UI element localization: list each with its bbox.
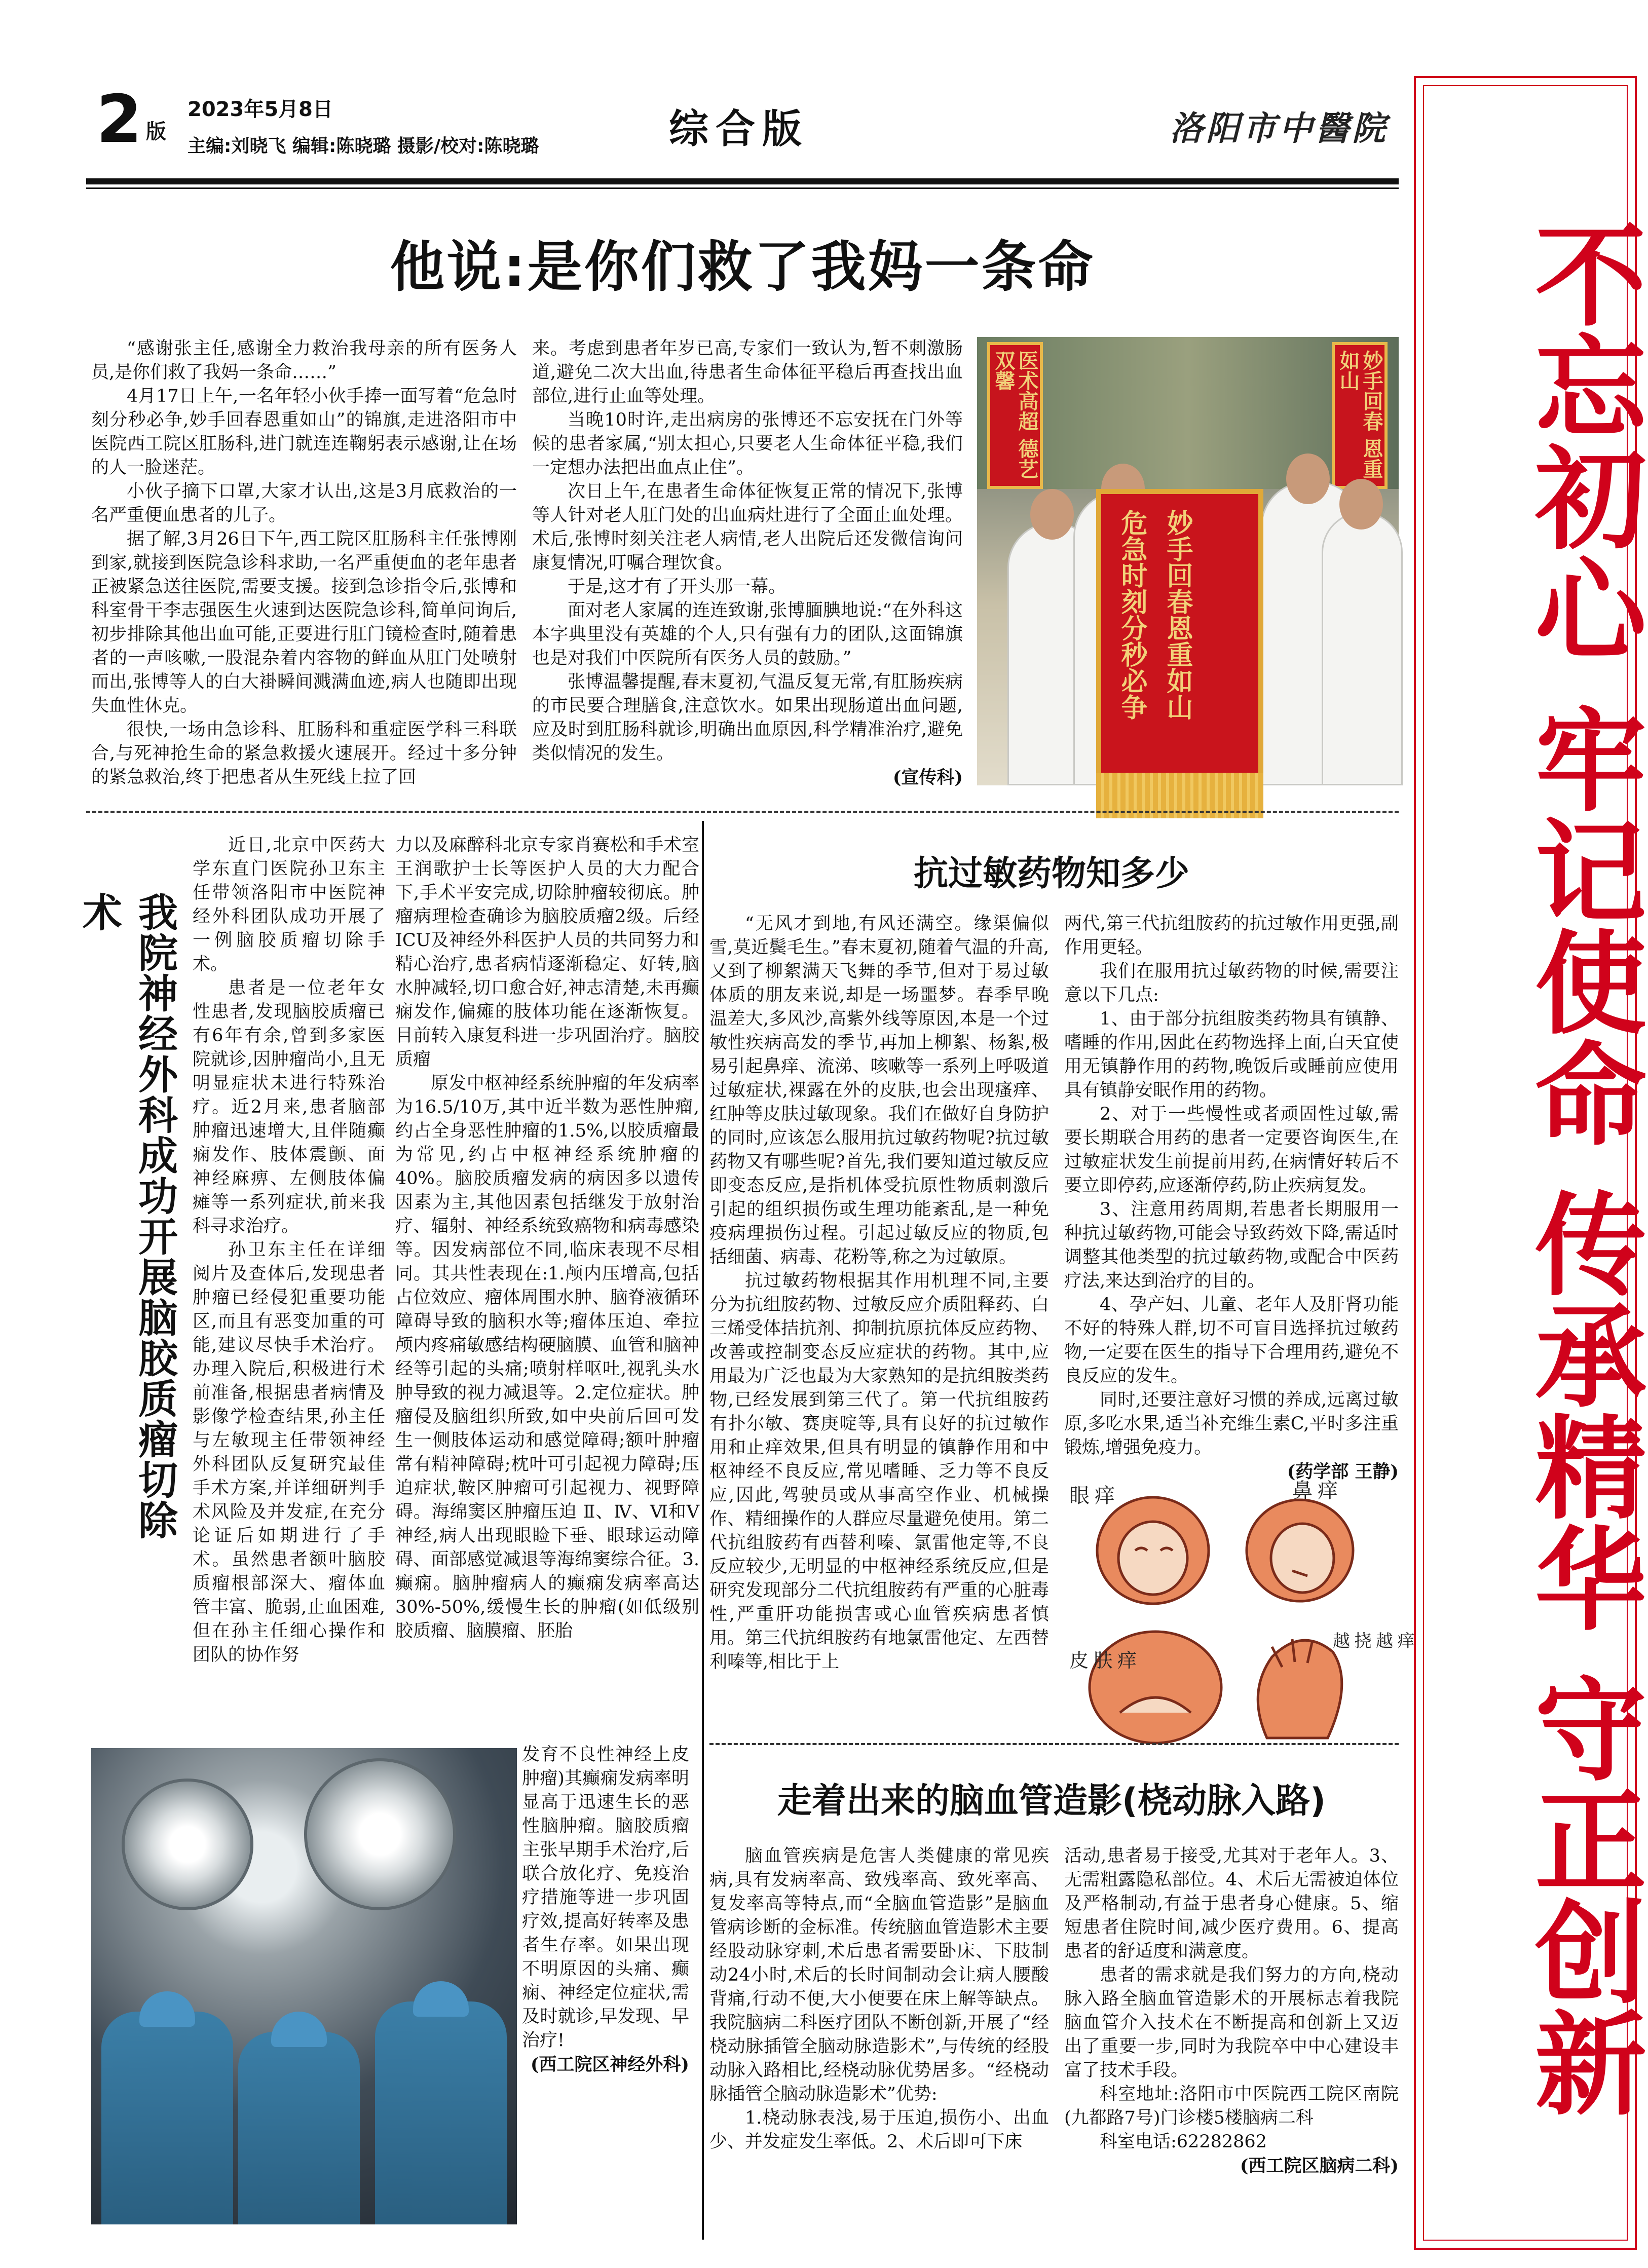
photo-person-head [1339,479,1383,530]
article4-paragraph: 科室电话:62282862 [1100,2132,1267,2152]
photo-wall-banner: 妙手回春 恩重如山 [1332,342,1388,489]
article2-paragraph: 力以及麻醉科北京专家肖赛松和手术室王润歌护士长等医护人员的大力配合下,手术平安完成,切除肿瘤较彻底。肿瘤病理检查确诊为脑胶质瘤2级。后经ICU及神经外科医护人员的共同努力和精心治疗,患者病情逐渐稳定、好转,脑水肿减轻,切口愈合好,神志清楚,未再癫痫发作,偏瘫的肢体功能在逐渐恢复。目前转入康复科进一步巩固治疗。脑胶质瘤 [395,835,699,1070]
article3-paragraph: 3、注意用药周期,若患者长期服用一种抗过敏药物,可能会导致药效下降,需适时调整其他类型的抗过敏药物,或配合中医药疗法,来达到治疗的目的。 [1064,1199,1399,1291]
masthead-rule-thin [86,187,1399,189]
page-number-suffix: 版 [146,120,166,143]
photo-wall-banner: 医术高超 德艺双馨 [987,342,1043,489]
article1-paragraph: “感谢张主任,感谢全力救治我母亲的所有医务人员,是你们救了我妈一条命……” [91,338,517,383]
article1-column-1 [91,337,517,788]
surgeon-cap [413,1981,469,2017]
photo-person [1322,512,1403,785]
article1-paragraph: 据了解,3月26日下午,西工院区肛肠科主任张博刚到家,就接到医院急诊科求助,一名严重便血的老年患者正被紧急送往医院,需要支援。接到急诊指令后,张博和科室骨干李志强医生火速到达医院急诊科,简单问询后,初步排除其他出血可能,正要进行肛门镜检查时,随着患者的一声咳嗽,一股混杂着内容物的鲜血从肛门处喷射而出,张博等人的白大褂瞬间溅满血迹,病人也随即出现失血性休克。 [91,529,517,716]
cartoon-face [1118,1522,1187,1595]
allergy-cartoon [1064,1475,1415,1758]
article1-paragraph: 于是,这才有了开头那一幕。 [568,577,786,597]
cartoon-label-scratch: 越 挠 越 痒 [1333,1632,1415,1651]
column-rule [702,821,704,2240]
article4-column-2 [1064,1844,1399,2250]
edition-title: 综合版 [669,106,809,152]
article4-paragraph: 科室地址:洛阳市中医院西工院区南院(九都路7号)门诊楼5楼脑病二科 [1064,2084,1399,2128]
surgical-lamp [122,1779,253,1910]
slogan-text: 不忘初心 牢记使命 传承精华 守正创新 [1516,217,1647,2118]
article3-column-2 [1064,912,1399,1482]
article3-paragraph: 2、对于一些慢性或者顽固性过敏,需要长期联合用药的患者一定要咨询医生,在过敏症状发生前提前用药,在病情好转后不要立即停药,应逐渐停药,防止疾病复发。 [1064,1104,1399,1196]
article3-byline: (药学部 王静) [1287,1461,1399,1482]
article1-paragraph: 张博温馨提醒,春末夏初,气温反复无常,有肛肠疾病的市民要合理膳食,注意饮水。如果出现肠道出血问题,应及时到肛肠科就诊,明确出血原因,科学精准治疗,避免类似情况的发生。 [532,672,963,764]
article2-surgery-photo [91,1748,517,2224]
cartoon-hair [1090,1632,1221,1743]
cartoon-hair [1258,1640,1342,1738]
article2-paragraph: 原发中枢神经系统肿瘤的年发病率为16.5/10万,其中近半数为恶性肿瘤,约占全身恶性肿瘤的1.5%,以胶质瘤最为常见,约占中枢神经系统肿瘤的40%。脑胶质瘤发病的病因多以遗传因素为主,其他因素包括继发于放射治疗、辐射、神经系统致癌物和病毒感染等。因发病部位不同,临床表现不尽相同。其共性表现在:1.颅内压增高,包括占位效应、瘤体周围水肿、脑脊液循环障碍导致的脑积水等;瘤体压迫、牵拉颅内疼痛敏感结构硬脑膜、血管和脑神经等引起的头痛;喷射样呕吐,视乳头水肿导致的视力减退等。2.定位症状。肿瘤侵及脑组织所致,如中央前后回可发生一侧肢体运动和感觉障碍;额叶肿瘤常有精神障碍;枕叶可引起视力障碍;压迫症状,鞍区肿瘤可引起视力、视野障碍。海绵窦区肿瘤压迫 Ⅱ、Ⅳ、Ⅵ和Ⅴ神经,病人出现眼睑下垂、眼球运动障碍、面部感觉减退等海绵窦综合征。3.癫痫。脑肿瘤病人的癫痫发病率高达30%-50%,缓慢生长的肿瘤(如低级别胶质瘤、脑膜瘤、胚胎 [395,1073,699,1641]
photo-person-head [1030,489,1074,540]
article2-paragraph: 孙卫东主任在详细阅片及查体后,发现患者肿瘤已经侵犯重要功能区,而且有恶变加重的可能,建议尽快手术治疗。办理入院后,积极进行术前准备,根据患者病情及影像学检查结果,孙主任与左敏现主任带领神经外科团队反复研究最佳手术方案,并详细研判手术风险及并发症,在充分论证后如期进行了手术。虽然患者额叶脑胶质瘤根部深大、瘤体血管丰富、脆弱,止血困难,但在孙主任细心操作和团队的协作努 [193,1240,385,1665]
article3-paragraph: 同时,还要注意好习惯的养成,远离过敏原,多吃水果,适当补充维生素C,平时多注重锻炼,增强免疫力。 [1064,1390,1399,1458]
article2-column-3 [522,1743,689,2250]
surgeon-figure [238,2032,360,2224]
article1-title: 他说:是你们救了我妈一条命 [390,236,1095,299]
slogan-sidebar [1414,76,1647,2250]
masthead [86,76,1399,172]
cartoon-label-nose: 鼻 痒 [1292,1479,1338,1502]
article4-paragraph: 1.桡动脉表浅,易于压迫,损伤小、出血少、并发症发生率低。2、术后即可下床 [709,2108,1049,2152]
article3-title: 抗过敏药物知多少 [913,854,1189,894]
article1-paragraph: 4月17日上午,一名年轻小伙手捧一面写着“危急时刻分秒必争,妙手回春恩重如山”的锦旗,走进洛阳市中医院西工院区肛肠科,进门就连连鞠躬表示感谢,让在场的人一脸迷茫。 [91,386,517,478]
photo-pennant [1096,489,1263,773]
surgeon-figure [101,2012,233,2224]
surgeon-cap [271,2012,327,2047]
article2-column-2 [395,834,699,1746]
article4-column-1 [709,1844,1049,2240]
surgeon-figure [375,2001,507,2224]
section-divider [709,1743,1399,1745]
article2-paragraph: 近日,北京中医药大学东直门医院孙卫东主任带领洛阳市中医院神经外科团队成功开展了一例脑胶质瘤切除手术。 [193,835,385,974]
article1-paragraph: 次日上午,在患者生命体征恢复正常的情况下,张博等人针对老人肛门处的出血病灶进行了全面止血处理。术后,张博时刻关注老人病情,老人出院后还发微信询问康复情况,叮嘱合理饮食。 [532,481,963,573]
pennant-text-left: 危急时刻分秒必争 [1116,509,1147,720]
surgeon-cap [139,1991,195,2027]
page-number: 2 [96,81,142,158]
article3-paragraph: 我们在服用抗过敏药物的时候,需要注意以下几点: [1064,961,1399,1005]
article4-paragraph: 脑血管疾病是危害人类健康的常见疾病,具有发病率高、致残率高、致死率高、复发率高等特点,而“全脑血管造影”是脑血管病诊断的金标准。传统脑血管造影术主要经股动脉穿刺,术后患者需要卧床、下肢制动24小时,术后的长时间制动会让病人腰酸背痛,行动不便,大小便要在床上解等缺点。我院脑病二科医疗团队不断创新,开展了“经桡动脉插管全脑动脉造影术”,与传统的经股动脉入路相比,经桡动脉优势居多。“经桡动脉插管全脑动脉造影术”优势: [709,1846,1049,2104]
article1-byline: (宣传科) [892,767,963,788]
article1-paragraph: 小伙子摘下口罩,大家才认出,这是3月底救治的一名严重便血患者的儿子。 [91,481,517,525]
section-divider [86,811,1399,813]
article4-title: 走着出来的脑血管造影(桡动脉入路) [777,1781,1326,1821]
hospital-logo: 洛阳市中醫院 [1170,108,1389,148]
article3-paragraph: “无风才到地,有风还满空。缘渠偏似雪,莫近鬓毛生。”春末夏初,随着气温的升高,又到了柳絮满天飞舞的季节,但对于易过敏体质的朋友来说,却是一场噩梦。春季早晚温差大,多风沙,高紫外线等原因,本是一个过敏性疾病高发的季节,再加上柳絮、杨絮,极易引起鼻痒、流涕、咳嗽等一系列上呼吸道过敏症状,裸露在外的皮肤,也会出现瘙痒、红肿等皮肤过敏现象。我们在做好自身防护的同时,应该怎么服用抗过敏药物呢?抗过敏药物又有哪些呢?首先,我们要知道过敏反应即变态反应,是指机体受抗原性物质刺激后引起的组织损伤或生理功能紊乱,是一种免疫病理损伤过程。引起过敏反应的物质,包括细菌、病毒、花粉等,称之为过敏原。 [709,914,1049,1267]
issue-date: 2023年5月8日 [188,98,333,121]
cartoon-face [1271,1524,1334,1593]
article4-byline: (西工院区脑病二科) [1240,2156,1399,2176]
cartoon-label-skin: 皮 肤 痒 [1069,1650,1137,1672]
article1-paragraph: 当晚10时许,走出病房的张博还不忘安抚在门外等候的患者家属,“别太担心,只要老人生命体征平稳,我们一定想办法把出血点止住”。 [532,410,963,478]
article2-paragraph: 患者是一位老年女性患者,发现脑胶质瘤已有6年有余,曾到多家医院就诊,因肿瘤尚小,且无明显症状未进行特殊治疗。近2月来,患者脑部肿瘤迅速增大,且伴随癫痫发作、肢体震颤、面神经麻痹、左侧肢体偏瘫等一系列症状,前来我科寻求治疗。 [193,978,385,1236]
article2-title: 我院神经外科成功开展脑胶质瘤切除术 [76,892,177,1540]
pennant-text-right: 妙手回春恩重如山 [1162,509,1193,720]
article3-column-1 [709,912,1049,1733]
article4-paragraph: 患者的需求就是我们努力的方向,桡动脉入路全脑血管造影术的开展标志着我院脑血管介入技术在不断提高和创新上又迈出了重要一步,同时为我院卒中中心建设丰富了技术手段。 [1064,1965,1399,2081]
article3-paragraph: 4、孕产妇、儿童、老年人及肝肾功能不好的特殊人群,切不可盲目选择抗过敏药物,一定要在医生的指导下合理用药,避免不良反应的发生。 [1064,1295,1399,1386]
article1-column-2 [532,337,963,788]
article1-photo [977,337,1399,785]
article3-paragraph: 抗过敏药物根据其作用机理不同,主要分为抗组胺药物、过敏反应介质阻释药、白三烯受体拮抗剂、抑制抗原抗体反应药物、改善或控制变态反应症状的药物。其中,应用最为广泛也最为大家熟知的是抗组胺类药物,已经发展到第三代了。第一代抗组胺药有扑尔敏、赛庚啶等,具有良好的抗过敏作用和止痒效果,但具有明显的镇静作用和中枢神经不良反应,常见嗜睡、乏力等不良反应,因此,驾驶员或从事高空作业、机械操作、精细操作的人群应尽量避免使用。第二代抗组胺药有西替利嗪、氯雷他定等,不良反应较少,无明显的中枢神经系统反应,但是研究发现部分二代抗组胺药有严重的心脏毒性,严重肝功能损害或心血管疾病患者慎用。第三代抗组胺药有地氯雷他定、左西替利嗪等,相比于上 [709,1271,1049,1672]
article2-column-1 [193,834,385,1720]
surgical-lamp [304,1758,456,1910]
article3-paragraph: 两代,第三代抗组胺药的抗过敏作用更强,副作用更轻。 [1064,914,1399,958]
article3-paragraph: 1、由于部分抗组胺类药物具有镇静、嗜睡的作用,因此在药物选择上面,白天宜使用无镇静作用的药物,晚饭后或睡前应使用具有镇静安眠作用的药物。 [1064,1009,1399,1101]
article2-paragraph: 发育不良性神经上皮肿瘤)其癫痫发病率明显高于迅速生长的恶性脑肿瘤。脑胶质瘤主张早期手术治疗,后联合放化疗、免疫治疗措施等进一步巩固疗效,提高好转率及患者生存率。如果出现不明原因的头痛、癫痫、神经定位症状,需及时就诊,早发现、早治疗! [522,1745,689,2051]
article1-paragraph: 面对老人家属的连连致谢,张博腼腆地说:“在外科这本字典里没有英雄的个人,只有强有力的团队,这面锦旗也是对我们中医院所有医务人员的鼓励。” [532,600,963,668]
photo-person-head [1286,453,1330,504]
article4-paragraph: 活动,患者易于接受,尤其对于老年人。3、无需粗露隐私部位。4、术后无需被迫体位及严格制动,有益于患者身心健康。5、缩短患者住院时间,减少医疗费用。6、提高患者的舒适度和满意度。 [1064,1846,1399,1961]
article1-paragraph: 很快,一场由急诊科、肛肠科和重症医学科三科联合,与死神抢生命的紧急救援火速展开。经过十多分钟的紧急救治,终于把患者从生死线上拉了回 [91,720,517,787]
article2-byline: (西工院区神经外科) [530,2054,689,2075]
masthead-rule [86,178,1399,184]
article1-paragraph: 来。考虑到患者年岁已高,专家们一致认为,暂不刺激肠道,避免二次大出血,待患者生命体征平稳后再查找出血部位,进行止血等处理。 [532,338,963,406]
editorial-credits: 主编:刘晓飞 编辑:陈晓璐 摄影/校对:陈晓璐 [188,136,539,157]
cartoon-label-eye: 眼 痒 [1069,1484,1115,1507]
